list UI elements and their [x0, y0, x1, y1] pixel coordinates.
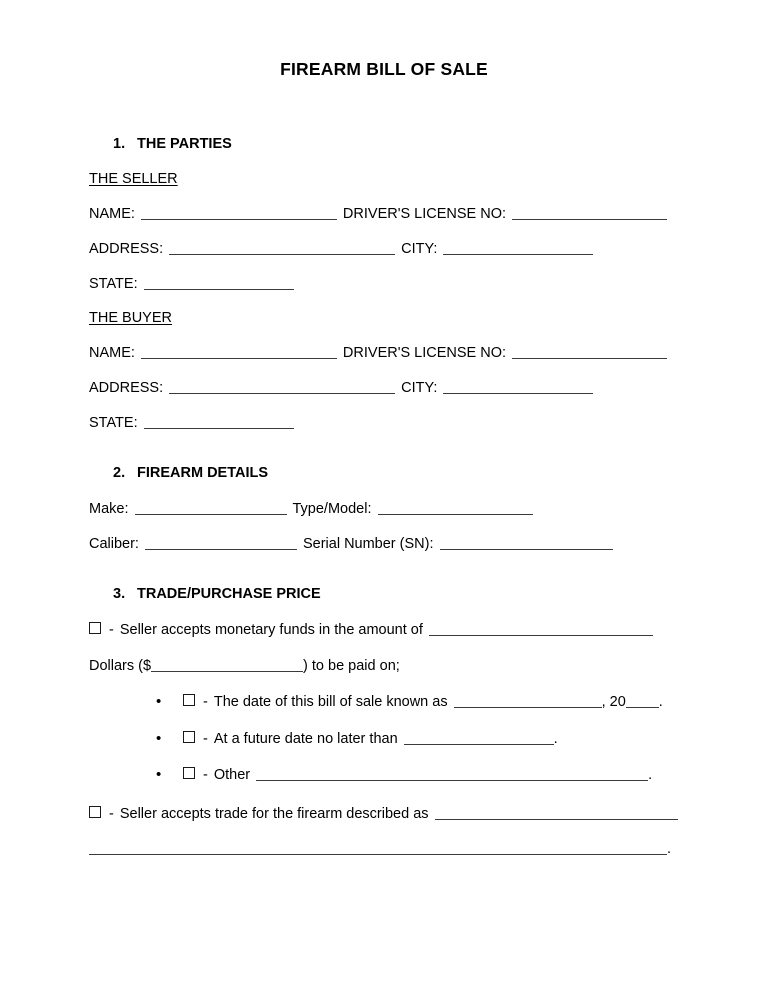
payment-option-future-checkbox[interactable]: [183, 731, 195, 743]
buyer-city-label: CITY:: [401, 380, 438, 396]
seller-address-row: [89, 240, 593, 258]
section-number-1: 1.: [113, 136, 126, 152]
section-title-2: FIREARM DETAILS: [137, 465, 269, 481]
trade-text: Seller accepts trade for the firearm described as: [119, 806, 429, 822]
section-heading-price: [113, 586, 321, 602]
monetary-funds-row: [89, 621, 653, 639]
buyer-drivers-license-input[interactable]: [512, 345, 667, 359]
section-number-3: 3.: [113, 586, 126, 602]
buyer-state-row: [89, 414, 294, 432]
make-label: Make:: [89, 501, 129, 517]
section-number-2: 2.: [113, 465, 126, 481]
payment-option-other: [156, 767, 652, 783]
seller-label: [89, 170, 178, 188]
monetary-dash: -: [109, 622, 114, 638]
buyer-address-label: ADDRESS:: [89, 380, 164, 396]
seller-drivers-license-label: DRIVER'S LICENSE NO:: [342, 206, 507, 222]
type-model-label: Type/Model:: [292, 501, 372, 517]
type-model-input[interactable]: [378, 501, 533, 515]
monetary-amount-input[interactable]: [429, 622, 653, 636]
payment-date-input[interactable]: [454, 694, 602, 708]
section-heading-parties: [113, 136, 232, 152]
payment-option-date-checkbox[interactable]: [183, 694, 195, 706]
monetary-funds-text: Seller accepts monetary funds in the amount of: [119, 622, 423, 638]
buyer-name-label: NAME:: [89, 345, 135, 361]
serial-number-input[interactable]: [440, 536, 613, 550]
buyer-label: [89, 309, 172, 327]
option-dash-3: -: [203, 767, 208, 783]
section-title-3: TRADE/PURCHASE PRICE: [137, 586, 321, 602]
seller-label-text: THE SELLER: [89, 171, 178, 187]
trade-row: [89, 805, 678, 823]
buyer-address-row: [89, 379, 593, 397]
seller-city-label: CITY:: [401, 241, 438, 257]
payment-year-input[interactable]: [626, 694, 659, 708]
seller-drivers-license-input[interactable]: [512, 206, 667, 220]
seller-city-input[interactable]: [443, 241, 593, 255]
caliber-label: Caliber:: [89, 536, 139, 552]
bullet-icon: •: [156, 730, 162, 747]
buyer-name-input[interactable]: [141, 345, 337, 359]
payment-option-date-middle: , 20: [601, 694, 626, 710]
trade-continuation-period: .: [667, 841, 672, 857]
dollars-row: [89, 657, 400, 675]
dollars-suffix-text: ) to be paid on;: [303, 658, 400, 674]
serial-number-label: Serial Number (SN):: [302, 536, 434, 552]
seller-state-label: STATE:: [89, 276, 138, 292]
buyer-label-text: THE BUYER: [89, 310, 172, 326]
buyer-address-input[interactable]: [169, 380, 395, 394]
dollars-prefix-text: Dollars ($: [89, 658, 152, 674]
section-title-1: THE PARTIES: [137, 136, 232, 152]
seller-address-input[interactable]: [169, 241, 395, 255]
payment-future-date-input[interactable]: [404, 731, 554, 745]
trade-checkbox[interactable]: [89, 806, 101, 818]
payment-option-other-text: Other: [213, 767, 251, 783]
option-dash-1: -: [203, 694, 208, 710]
seller-state-input[interactable]: [144, 276, 294, 290]
page-title: FIREARM BILL OF SALE: [280, 59, 488, 79]
payment-option-date: [156, 694, 663, 710]
buyer-drivers-license-label: DRIVER'S LICENSE NO:: [342, 345, 507, 361]
section-heading-firearm: [113, 465, 268, 481]
buyer-name-row: [89, 344, 667, 362]
trade-dash: -: [109, 806, 114, 822]
trade-continuation-row: [89, 841, 671, 857]
option-dash-2: -: [203, 731, 208, 747]
buyer-state-input[interactable]: [144, 415, 294, 429]
dollars-amount-input[interactable]: [151, 658, 303, 672]
seller-name-input[interactable]: [141, 206, 337, 220]
payment-option-date-text: The date of this bill of sale known as: [213, 694, 448, 710]
payment-other-input[interactable]: [256, 767, 648, 781]
trade-description-input[interactable]: [435, 806, 678, 820]
buyer-state-label: STATE:: [89, 415, 138, 431]
seller-name-row: [89, 205, 667, 223]
payment-option-other-checkbox[interactable]: [183, 767, 195, 779]
payment-option-date-period: .: [658, 694, 663, 710]
seller-address-label: ADDRESS:: [89, 241, 164, 257]
seller-name-label: NAME:: [89, 206, 135, 222]
trade-continuation-input[interactable]: [89, 841, 667, 855]
make-input[interactable]: [135, 501, 287, 515]
payment-option-other-period: .: [648, 767, 653, 783]
buyer-city-input[interactable]: [443, 380, 593, 394]
bullet-icon: •: [156, 693, 162, 710]
firearm-caliber-row: [89, 535, 613, 553]
firearm-make-row: [89, 500, 533, 518]
payment-option-future-period: .: [553, 731, 558, 747]
caliber-input[interactable]: [145, 536, 297, 550]
payment-option-future-text: At a future date no later than: [213, 731, 398, 747]
bullet-icon: •: [156, 766, 162, 783]
monetary-funds-checkbox[interactable]: [89, 622, 101, 634]
seller-state-row: [89, 275, 294, 293]
payment-option-future: [156, 731, 558, 747]
